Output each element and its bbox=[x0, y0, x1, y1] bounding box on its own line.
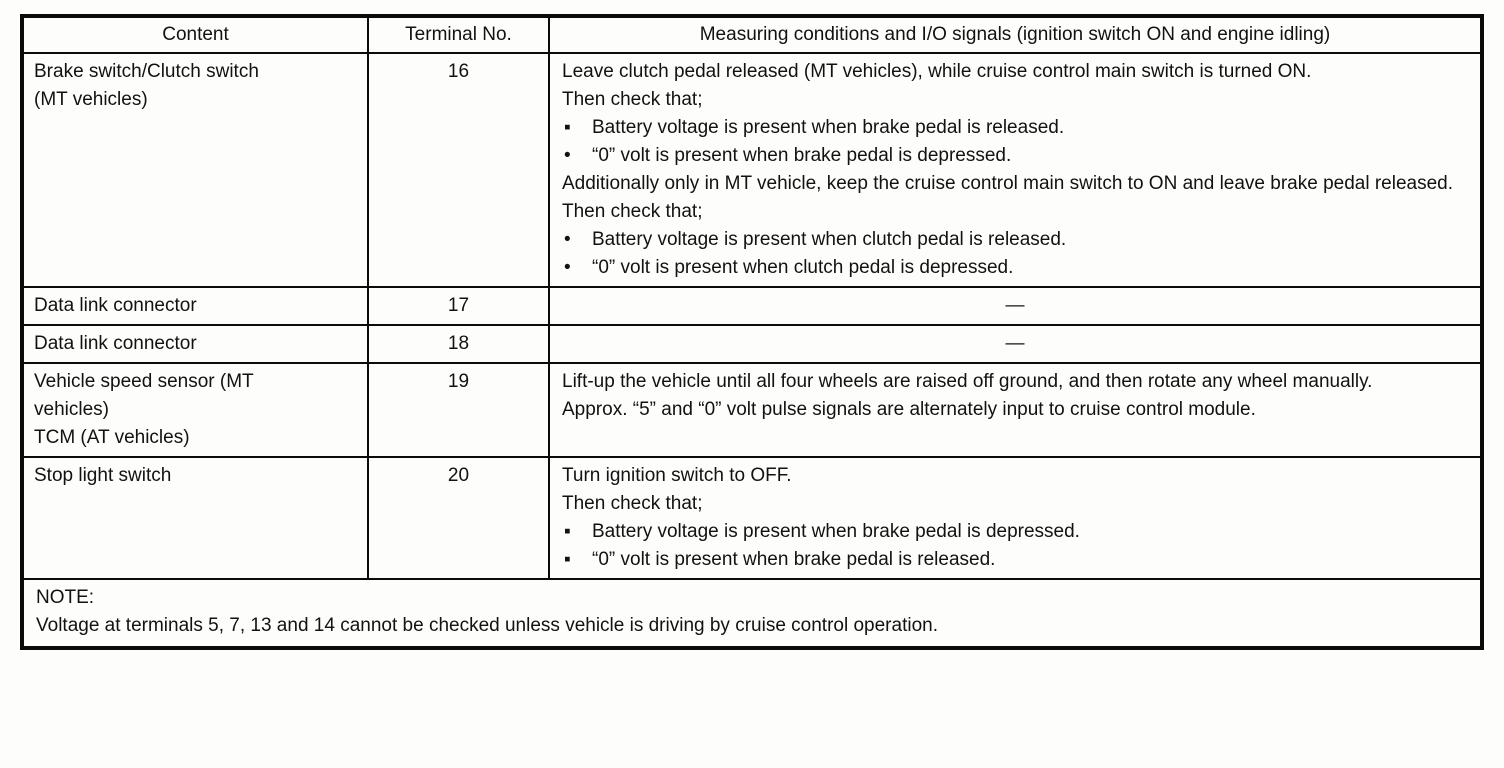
condition-bullet-line bbox=[562, 546, 1468, 574]
conditions-cell bbox=[549, 363, 1482, 457]
bullet-marker-icon: • bbox=[564, 229, 571, 250]
terminal-spec-table bbox=[20, 14, 1484, 650]
condition-bullet-line bbox=[562, 518, 1468, 546]
table-row bbox=[22, 287, 1482, 325]
note-cell bbox=[22, 579, 1482, 648]
content-line: Stop light switch bbox=[34, 465, 172, 486]
content-cell bbox=[22, 287, 368, 325]
header-row bbox=[22, 16, 1482, 53]
condition-text: Battery voltage is present when brake pedal is depressed. bbox=[592, 521, 1080, 542]
content-cell bbox=[22, 325, 368, 363]
content-cell bbox=[22, 363, 368, 457]
condition-line: — bbox=[1005, 333, 1025, 354]
table-row bbox=[22, 325, 1482, 363]
note-title: NOTE: bbox=[36, 587, 95, 608]
content-line: Data link connector bbox=[34, 295, 197, 316]
content-line: TCM (AT vehicles) bbox=[34, 427, 190, 448]
condition-bullet-line bbox=[562, 142, 1468, 170]
condition-line: — bbox=[1005, 295, 1025, 316]
condition-line: Additionally only in MT vehicle, keep the cruise control main switch to ON and leave brake pedal released. bbox=[562, 173, 1454, 194]
condition-line: Leave clutch pedal released (MT vehicles), while cruise control main switch is turned ON. bbox=[562, 61, 1312, 82]
bullet-marker-icon: ▪ bbox=[564, 549, 571, 570]
terminal-number-cell: 17 bbox=[368, 287, 549, 325]
condition-line: Then check that; bbox=[562, 201, 703, 222]
bullet-marker-icon: ▪ bbox=[564, 521, 571, 542]
conditions-cell bbox=[549, 287, 1482, 325]
content-line: (MT vehicles) bbox=[34, 89, 148, 110]
terminal-number-cell: 20 bbox=[368, 457, 549, 579]
content-line: Brake switch/Clutch switch bbox=[34, 61, 259, 82]
note-text: Voltage at terminals 5, 7, 13 and 14 cannot be checked unless vehicle is driving by cruise control operation. bbox=[36, 615, 938, 636]
col-header-measuring-conditions: Measuring conditions and I/O signals (ignition switch ON and engine idling) bbox=[549, 16, 1482, 53]
bullet-marker-icon: • bbox=[564, 145, 571, 166]
table-row bbox=[22, 363, 1482, 457]
condition-text: “0” volt is present when brake pedal is released. bbox=[592, 549, 996, 570]
content-line: Data link connector bbox=[34, 333, 197, 354]
condition-line: Lift-up the vehicle until all four wheels are raised off ground, and then rotate any wheel manually. bbox=[562, 371, 1373, 392]
terminal-number-cell: 18 bbox=[368, 325, 549, 363]
terminal-number-cell: 19 bbox=[368, 363, 549, 457]
table-body bbox=[22, 53, 1482, 579]
condition-text: Battery voltage is present when brake pedal is released. bbox=[592, 117, 1065, 138]
content-line: vehicles) bbox=[34, 399, 109, 420]
conditions-cell bbox=[549, 325, 1482, 363]
col-header-content: Content bbox=[22, 16, 368, 53]
condition-line: Turn ignition switch to OFF. bbox=[562, 465, 792, 486]
terminal-number-cell: 16 bbox=[368, 53, 549, 287]
condition-line: Then check that; bbox=[562, 89, 703, 110]
bullet-marker-icon: • bbox=[564, 257, 571, 278]
condition-line: Then check that; bbox=[562, 493, 703, 514]
table-row bbox=[22, 53, 1482, 287]
condition-text: Battery voltage is present when clutch pedal is released. bbox=[592, 229, 1067, 250]
content-line: Vehicle speed sensor (MT bbox=[34, 371, 254, 392]
conditions-cell bbox=[549, 53, 1482, 287]
table-row bbox=[22, 457, 1482, 579]
col-header-terminal-no: Terminal No. bbox=[368, 16, 549, 53]
condition-text: “0” volt is present when brake pedal is depressed. bbox=[592, 145, 1012, 166]
condition-bullet-line bbox=[562, 226, 1468, 254]
condition-line: Approx. “5” and “0” volt pulse signals are alternately input to cruise control module. bbox=[562, 399, 1256, 420]
content-cell bbox=[22, 53, 368, 287]
bullet-marker-icon: ▪ bbox=[564, 117, 571, 138]
condition-bullet-line bbox=[562, 114, 1468, 142]
condition-text: “0” volt is present when clutch pedal is depressed. bbox=[592, 257, 1014, 278]
content-cell bbox=[22, 457, 368, 579]
note-row bbox=[22, 579, 1482, 648]
conditions-cell bbox=[549, 457, 1482, 579]
condition-bullet-line bbox=[562, 254, 1468, 282]
